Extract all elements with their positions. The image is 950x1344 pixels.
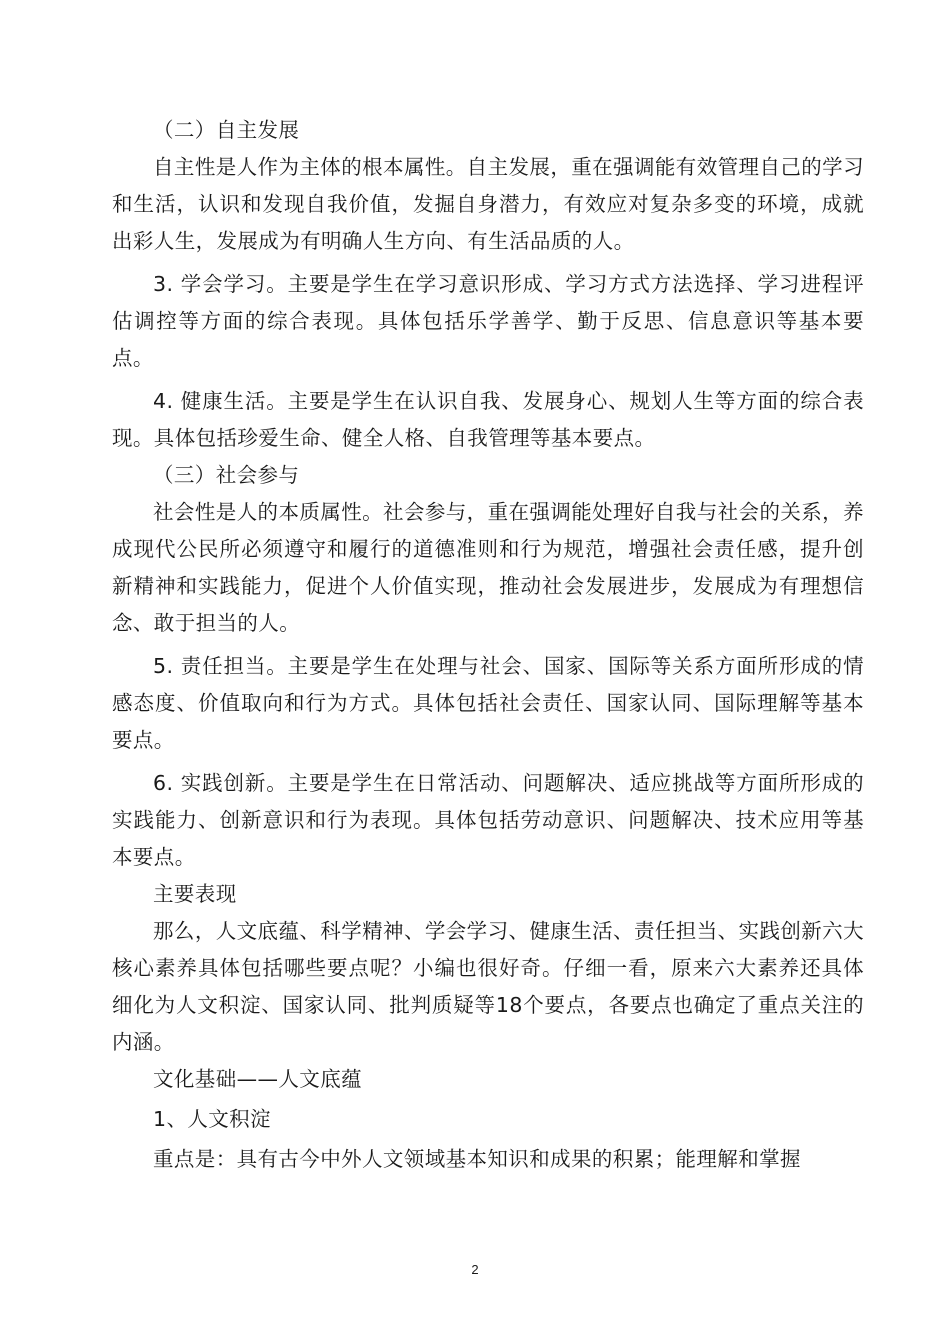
paragraph-cultural-foundation: 文化基础——人文底蕴 xyxy=(153,1067,362,1091)
paragraph-practice-innovation: 6. 实践创新。主要是学生在日常活动、问题解决、适应挑战等方面所形成的实践能力、创新意识和行为表现。具体包括劳动意识、问题解决、技术应用等基本要点。 xyxy=(112,771,864,869)
document-body xyxy=(112,112,864,1178)
paragraph-key-points-question: 那么，人文底蕴、科学精神、学会学习、健康生活、责任担当、实践创新六大核心素养具体包括哪些要点呢？小编也很好奇。仔细一看，原来六大素养还具体细化为人文积淀、国家认同、批判质疑等18个要点，各要点也确定了重点关注的内涵。 xyxy=(112,919,864,1054)
section-heading-social-participation: （三）社会参与 xyxy=(153,463,300,487)
paragraph-learning-to-learn: 3. 学会学习。主要是学生在学习意识形成、学习方式方法选择、学习进程评估调控等方面的综合表现。具体包括乐学善学、勤于反思、信息意识等基本要点。 xyxy=(112,272,864,370)
paragraph-humanistic-accumulation: 1、人文积淀 xyxy=(153,1107,271,1131)
page-number: 2 xyxy=(471,1262,479,1277)
paragraph-healthy-living: 4. 健康生活。主要是学生在认识自我、发展身心、规划人生等方面的综合表现。具体包括珍爱生命、健全人格、自我管理等基本要点。 xyxy=(112,389,864,450)
paragraph-responsibility: 5. 责任担当。主要是学生在处理与社会、国家、国际等关系方面所形成的情感态度、价值取向和行为方式。具体包括社会责任、国家认同、国际理解等基本要点。 xyxy=(112,654,864,752)
paragraph-key-focus: 重点是：具有古今中外人文领域基本知识和成果的积累；能理解和掌握 xyxy=(153,1147,801,1171)
section-heading-autonomous-development: （二）自主发展 xyxy=(153,118,300,142)
paragraph-sociality-intro: 社会性是人的本质属性。社会参与，重在强调能处理好自我与社会的关系，养成现代公民所必须遵守和履行的道德准则和行为规范，增强社会责任感，提升创新精神和实践能力，促进个人价值实现，推动社会发展进步，发展成为有理想信念、敢于担当的人。 xyxy=(112,500,864,635)
paragraph-autonomy-intro: 自主性是人作为主体的根本属性。自主发展，重在强调能有效管理自己的学习和生活，认识和发现自我价值，发掘自身潜力，有效应对复杂多变的环境，成就出彩人生，发展成为有明确人生方向、有生活品质的人。 xyxy=(112,155,864,253)
paragraph-main-performance: 主要表现 xyxy=(153,882,237,906)
